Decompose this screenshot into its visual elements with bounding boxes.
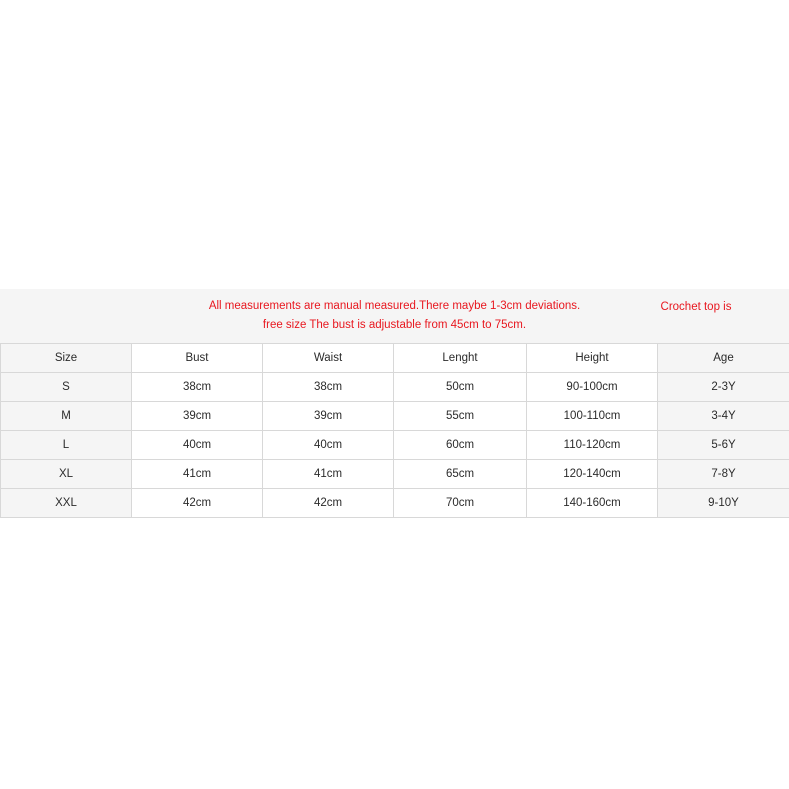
column-header-waist: Waist [263, 344, 394, 373]
cell-height: 90-100cm [527, 373, 658, 402]
cell-waist: 42cm [263, 489, 394, 518]
cell-height: 110-120cm [527, 431, 658, 460]
column-header-age: Age [658, 344, 789, 373]
size-chart-table [0, 343, 789, 518]
cell-size: L [1, 431, 132, 460]
cell-size: XXL [1, 489, 132, 518]
cell-lenght: 70cm [394, 489, 527, 518]
cell-lenght: 50cm [394, 373, 527, 402]
column-header-height: Height [527, 344, 658, 373]
cell-height: 100-110cm [527, 402, 658, 431]
table-row [1, 489, 789, 518]
table-row [1, 373, 789, 402]
cell-waist: 41cm [263, 460, 394, 489]
cell-size: S [1, 373, 132, 402]
measurement-notice [0, 289, 789, 343]
cell-waist: 38cm [263, 373, 394, 402]
cell-age: 7-8Y [658, 460, 789, 489]
product-note: Crochet top is [660, 301, 732, 313]
measurement-notice-line-2: free size The bust is adjustable from 45cm to 75cm. [262, 319, 527, 331]
cell-waist: 39cm [263, 402, 394, 431]
cell-age: 9-10Y [658, 489, 789, 518]
table-row [1, 402, 789, 431]
cell-size: M [1, 402, 132, 431]
column-header-size: Size [1, 344, 132, 373]
cell-age: 3-4Y [658, 402, 789, 431]
cell-bust: 38cm [132, 373, 263, 402]
cell-age: 2-3Y [658, 373, 789, 402]
table-row [1, 460, 789, 489]
cell-lenght: 65cm [394, 460, 527, 489]
cell-waist: 40cm [263, 431, 394, 460]
cell-age: 5-6Y [658, 431, 789, 460]
cell-bust: 41cm [132, 460, 263, 489]
column-header-bust: Bust [132, 344, 263, 373]
cell-bust: 40cm [132, 431, 263, 460]
table-header-row [1, 344, 789, 373]
cell-bust: 39cm [132, 402, 263, 431]
table-row [1, 431, 789, 460]
column-header-lenght: Lenght [394, 344, 527, 373]
cell-bust: 42cm [132, 489, 263, 518]
cell-size: XL [1, 460, 132, 489]
size-chart-container [0, 289, 789, 518]
cell-height: 120-140cm [527, 460, 658, 489]
cell-lenght: 60cm [394, 431, 527, 460]
measurement-notice-line-1: All measurements are manual measured.There maybe 1-3cm deviations. [208, 300, 581, 312]
cell-lenght: 55cm [394, 402, 527, 431]
cell-height: 140-160cm [527, 489, 658, 518]
